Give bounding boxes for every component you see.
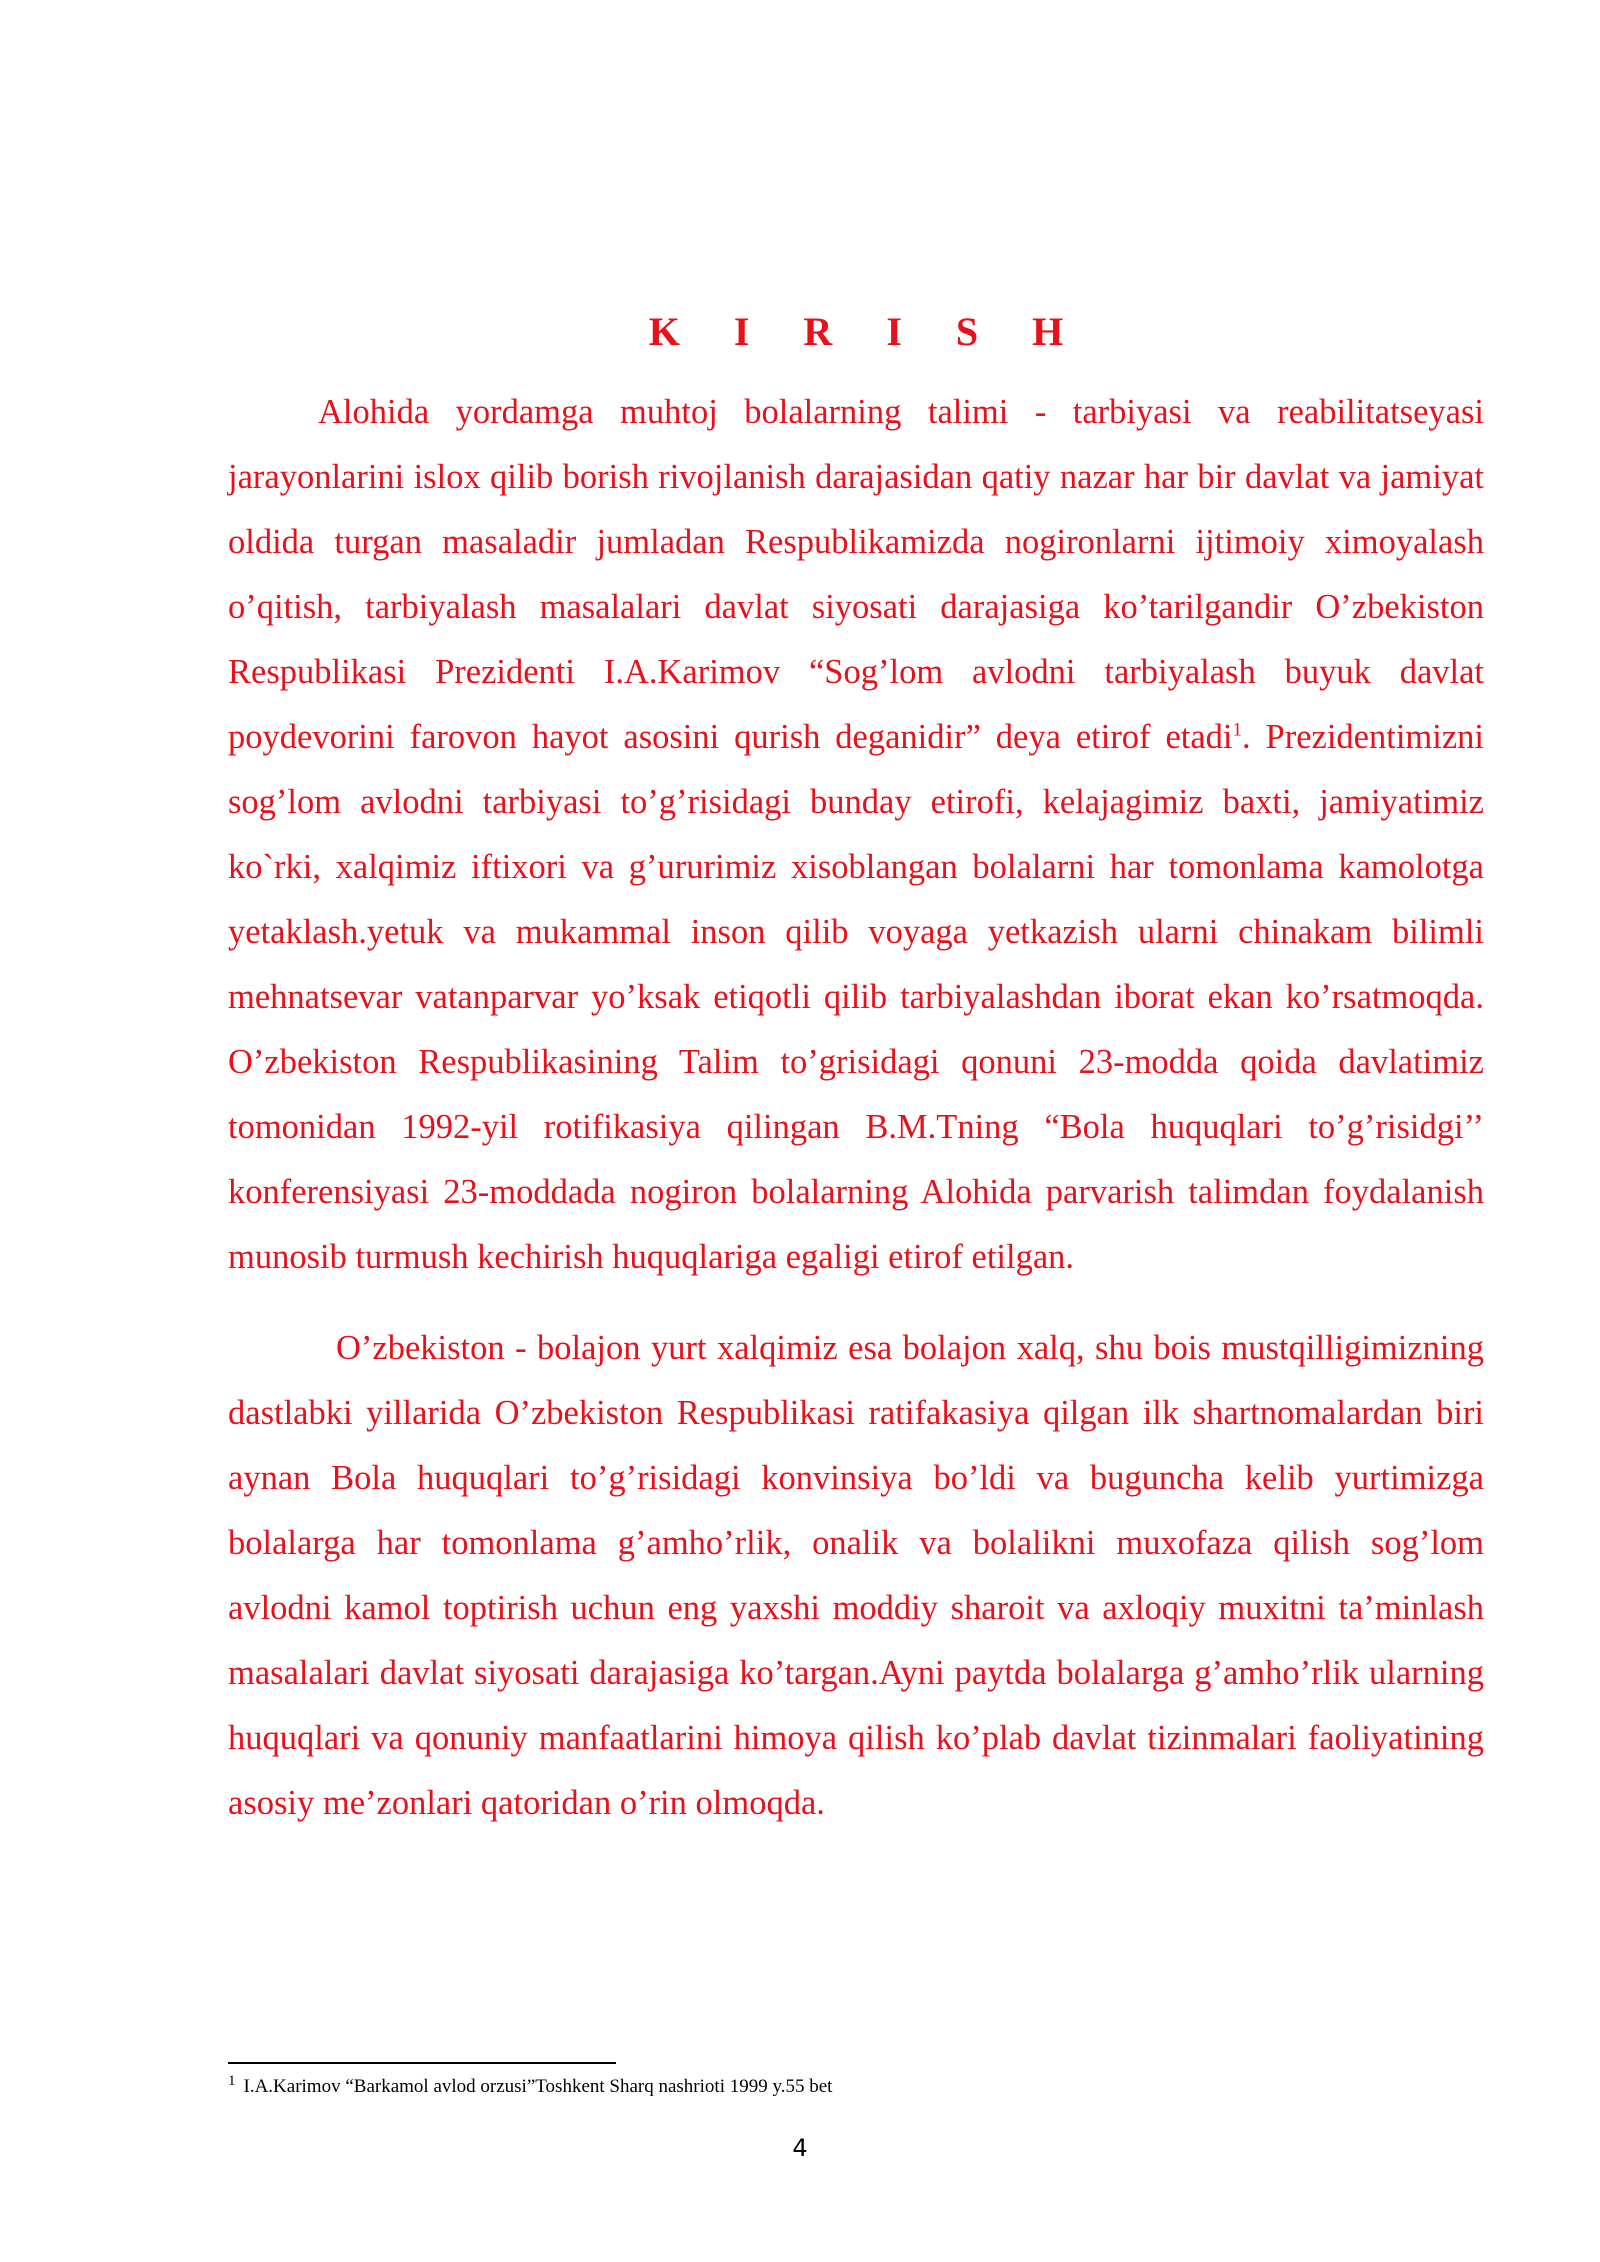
- footnote: [228, 2074, 832, 2100]
- paragraph-second: O’zbekiston - bolajon yurt xalqimiz esa bolajon xalq, shu bois mustqilligimizning dastlabki yillarida O’zbekiston Respublikasi ratifakasiya qilgan ilk shartnomalardan biri aynan Bola huquqlari to’g’risidagi konvinsiya bo’ldi va buguncha kelib yurtimizga bolalarga har tomonlama g’amho’rlik, onalik va bolalikni muxofaza qilish sog’lom avlodni kamol toptirish uchun eng yaxshi moddiy sharoit va axloqiy muxitni ta’minlash masalalari davlat siyosati darajasiga ko’targan.Ayni paytda bolalarga g’amho’rlik ularning huquqlari va qonuniy manfaatlarini himoya qilish ko’plab davlat tizinmalari faoliyatining asosiy me’zonlari qatoridan o’rin olmoqda.: [228, 1329, 1484, 1822]
- paragraph-intro: [228, 380, 1484, 1290]
- footnote-reference[interactable]: 1: [1232, 719, 1243, 741]
- page-number: 4: [792, 2134, 808, 2162]
- paragraph-intro-text: Alohida yordamga muhtoj bolalarning talimi - tarbiyasi va reabilitatseyasi jarayonlarini islox qilib borish rivojlanish darajasidan qatiy nazar har bir davlat va jamiyat oldida turgan masaladir jumladan Respublikamizda nogironlarni ijtimoiy ximoyalash o’qitish, tarbiyalash masalalari davlat siyosati darajasiga ko’tarilgandir O’zbekiston Respublikasi Prezidenti I.A.Karimov “Sog’lom avlodni tarbiyalash buyuk davlat poydevorini farovon hayot asosini qurish deganidir” deya etirof etadi: [228, 393, 1484, 756]
- footnote-separator: [228, 2062, 616, 2064]
- footnote-text: I.A.Karimov “Barkamol avlod orzusi”Toshkent Sharq nashrioti 1999 y.55 bet: [243, 2076, 833, 2097]
- paragraph-intro-continuation: . Prezidentimizni sog’lom avlodni tarbiyasi to’g’risidagi bunday etirofi, kelajagimiz baxti, jamiyatimiz ko`rki, xalqimiz iftixori va g’ururimiz xisoblangan bolalarni har tomonlama kamolotga yetaklash.yetuk va mukammal inson qilib voyaga yetkazish ularni chinakam bilimli mehnatsevar vatanparvar yo’ksak etiqotli qilib tarbiyalashdan iborat ekan ko’rsatmoqda. O’zbekiston Respublikasining Talim to’grisidagi qonuni 23-modda qoida davlatimiz tomonidan 1992-yil rotifikasiya qilingan B.M.Tning “Bola huquqlari to’g’risidgi’’ konferensiyasi 23-moddada nogiron bolalarning Alohida parvarish talimdan foydalanish munosib turmush kechirish huquqlariga egaligi etirof etilgan.: [228, 718, 1484, 1276]
- footnote-number: 1: [228, 2072, 236, 2089]
- page-title: K I R I S H: [648, 309, 1086, 354]
- page-content: [228, 300, 1484, 1836]
